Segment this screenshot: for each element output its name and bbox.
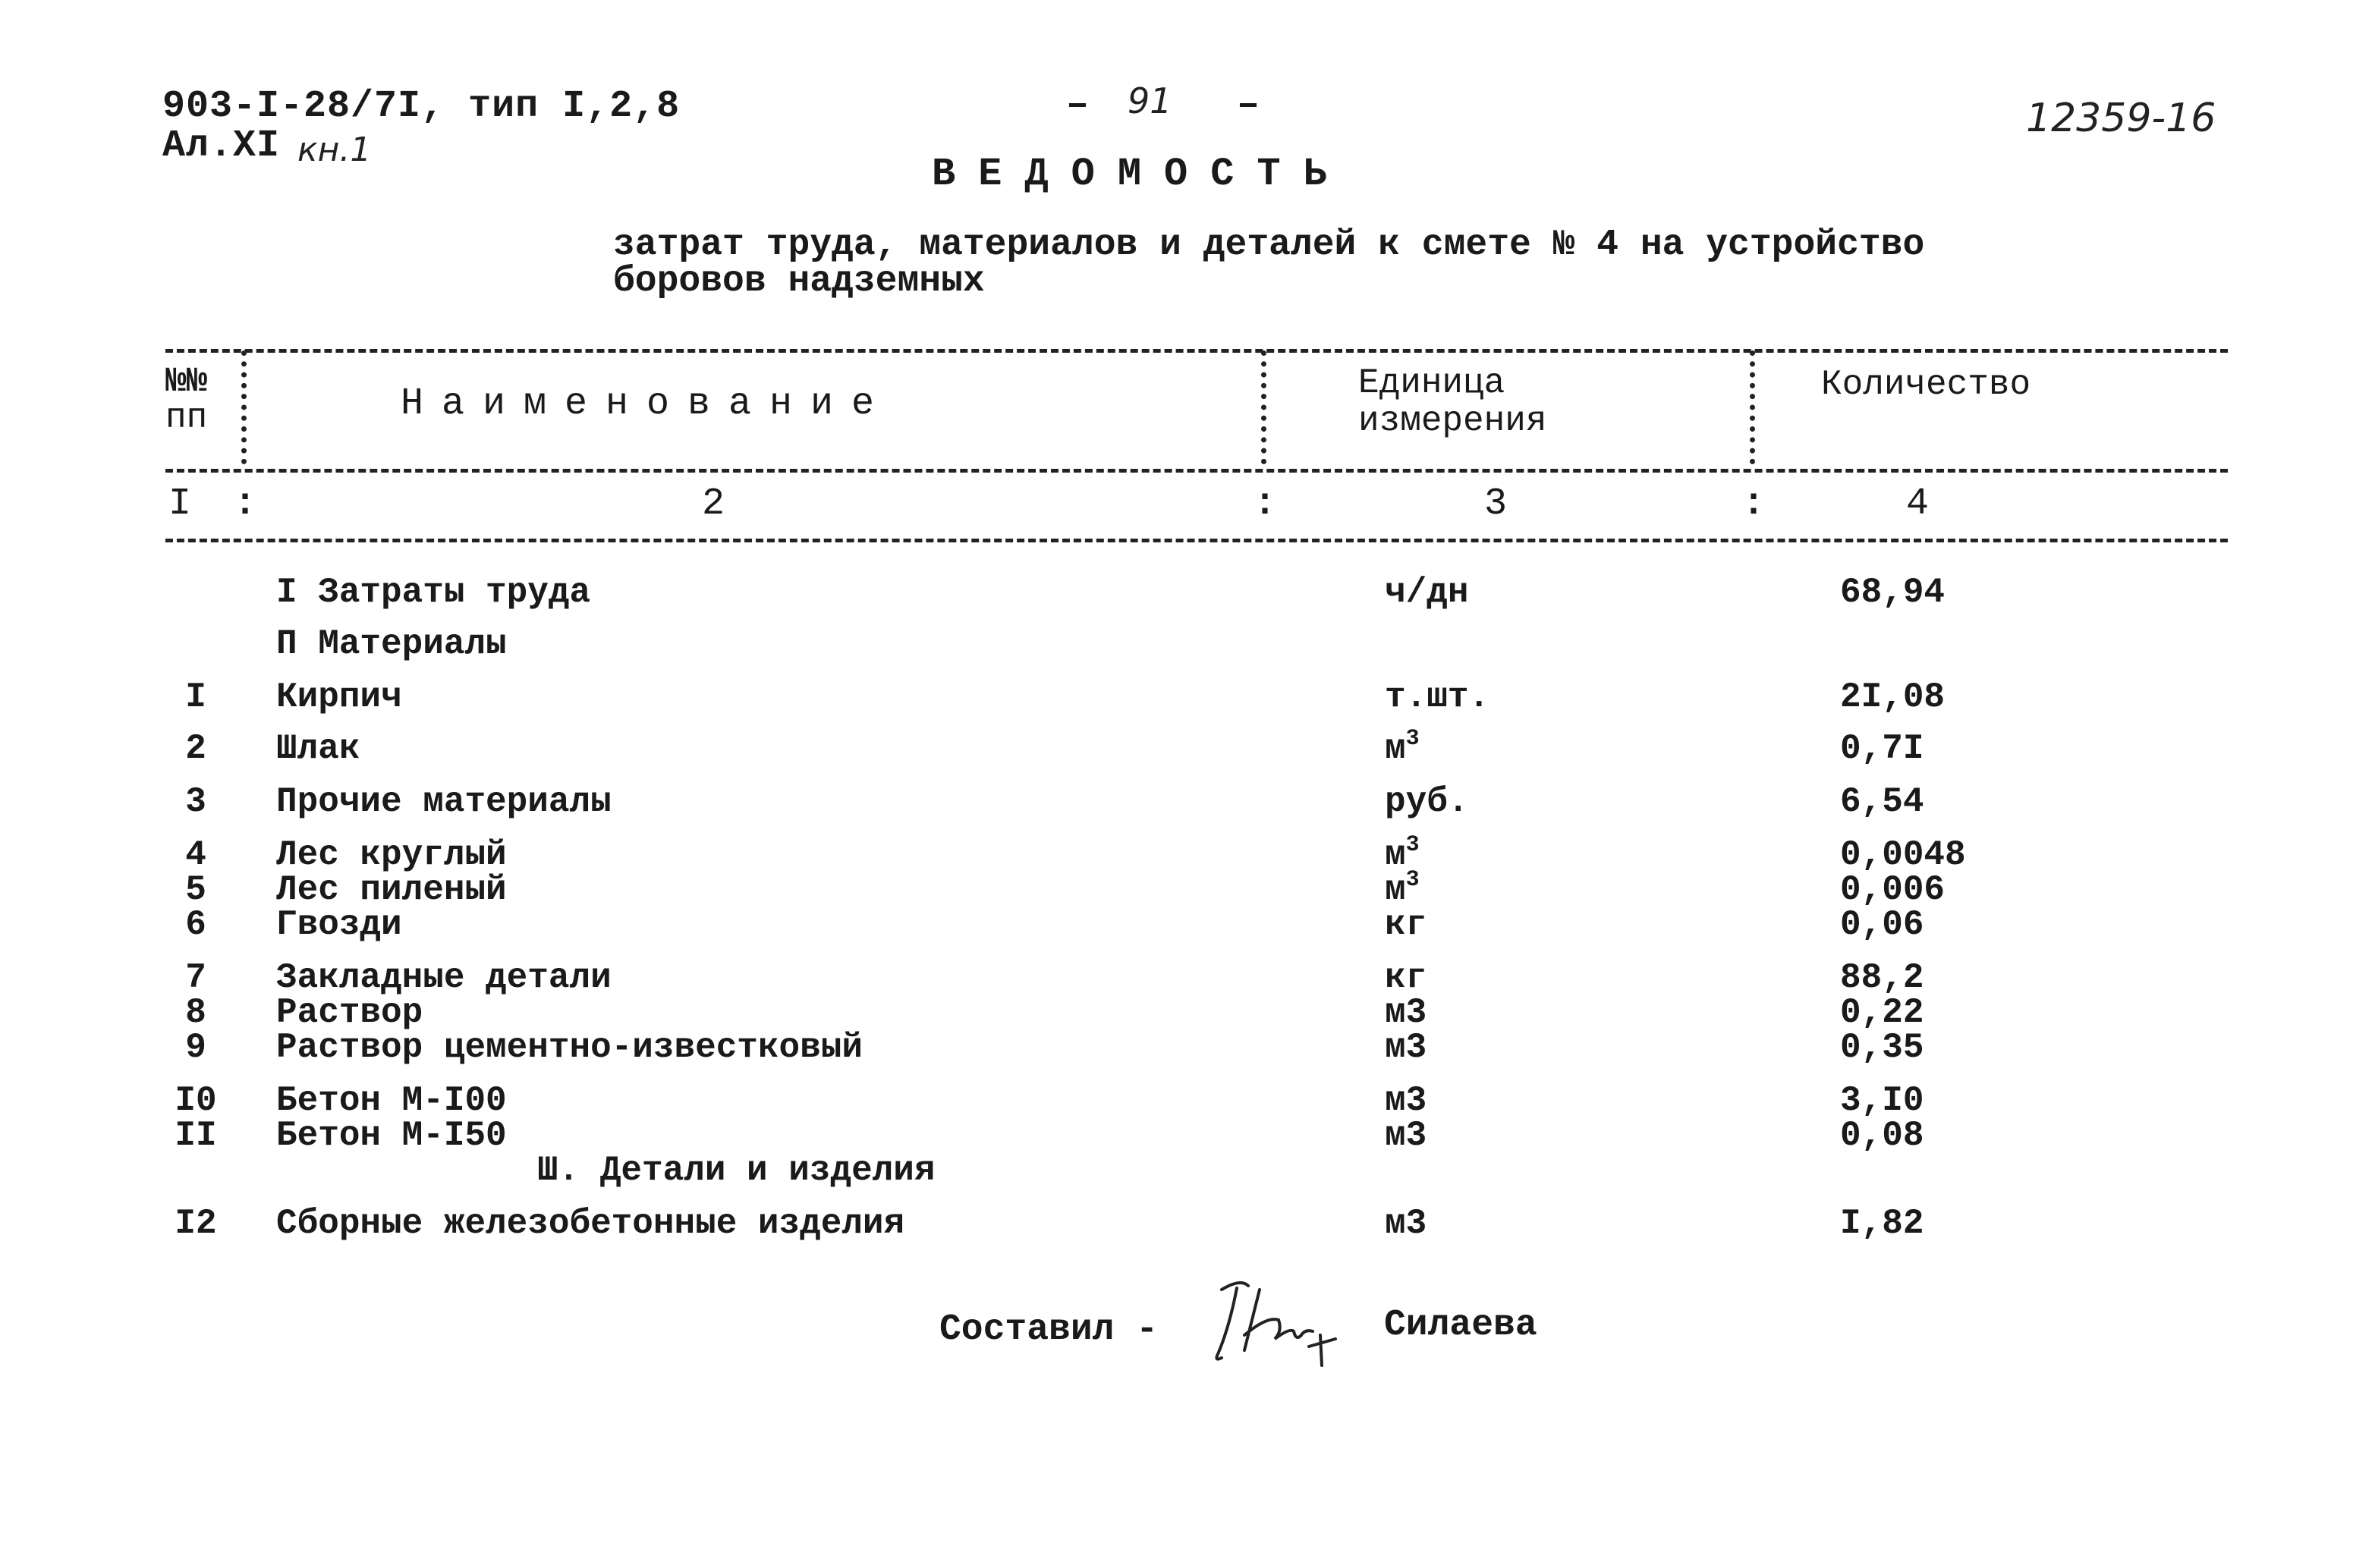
materials-section-heading: П Материалы (276, 624, 507, 664)
row-number: I (185, 677, 206, 717)
row-unit: м3 (1385, 993, 1427, 1032)
row-qty: I,82 (1840, 1204, 1924, 1243)
column-separator (1750, 350, 1755, 464)
row-qty: 3,I0 (1840, 1081, 1924, 1120)
row-unit: м3 (1385, 1028, 1427, 1067)
table-top-rule (165, 349, 2228, 353)
row-number: I0 (175, 1081, 217, 1120)
row-unit: м3 (1385, 1116, 1427, 1155)
compiler-surname: Силаева (1384, 1305, 1537, 1346)
row-qty: 0,35 (1840, 1028, 1924, 1067)
row-name: Лес круглый (276, 835, 507, 875)
index-separator: : (1254, 482, 1277, 526)
row-qty: 0,006 (1840, 870, 1946, 910)
row-number: 6 (185, 905, 206, 944)
document-code: 903-I-28/7I, тип I,2,8 (162, 85, 681, 128)
row-number: 3 (185, 782, 206, 822)
row-unit: $м^3$ (1385, 867, 1420, 910)
col-num-header-line1: №№ (165, 362, 208, 401)
labor-row-name: I Затраты труда (276, 573, 591, 612)
row-qty: 0,0048 (1840, 835, 1966, 875)
row-unit: $м^3$ (1385, 832, 1420, 875)
row-unit: м3 (1385, 1204, 1427, 1243)
row-qty: 0,7I (1840, 729, 1924, 768)
index-separator: : (234, 482, 257, 526)
row-unit: кг (1385, 905, 1427, 944)
row-name: Шлак (276, 729, 360, 768)
subtitle-line1: затрат труда, материалов и деталей к смете № 4 на устройство (613, 225, 1925, 266)
row-qty: 0,22 (1840, 993, 1924, 1032)
col-index-1: I (168, 482, 192, 526)
col-index-2: 2 (702, 482, 725, 526)
column-separator (1261, 350, 1266, 464)
row-name: Раствор (276, 993, 423, 1032)
col-unit-header-line1: Единица (1358, 363, 1505, 403)
row-name: Бетон М-I50 (276, 1116, 507, 1155)
details-section-heading: Ш. Детали и изделия (537, 1151, 936, 1190)
row-number: II (175, 1116, 217, 1155)
unit-superscript: 3 (1405, 726, 1420, 752)
table-header-rule (165, 469, 2228, 473)
row-name: Прочие материалы (276, 782, 612, 822)
row-unit: $м^3$ (1385, 726, 1420, 768)
page-dash-left: – (1066, 83, 1090, 127)
row-number: 5 (185, 870, 206, 910)
labor-row-qty: 68,94 (1840, 573, 1946, 612)
row-name: Гвозди (276, 905, 402, 944)
row-qty: 0,06 (1840, 905, 1924, 944)
row-number: 2 (185, 729, 206, 768)
row-qty: 88,2 (1840, 958, 1924, 998)
labor-row-unit: ч/дн (1385, 573, 1469, 612)
page-dash-right: – (1237, 83, 1260, 127)
page-title: ВЕДОМОСТЬ (932, 152, 1350, 196)
column-separator (241, 350, 247, 464)
row-number: 7 (185, 958, 206, 998)
col-index-4: 4 (1906, 482, 1930, 526)
page-number: 91 (1128, 80, 1172, 121)
row-name: Раствор цементно-известковый (276, 1028, 863, 1067)
row-qty: 6,54 (1840, 782, 1924, 822)
row-number: 4 (185, 835, 206, 875)
row-number: 9 (185, 1028, 206, 1067)
album-label: Ал.XI (162, 124, 281, 168)
row-name: Кирпич (276, 677, 402, 717)
archive-number: 12359-16 (2026, 96, 2216, 141)
row-qty: 0,08 (1840, 1116, 1924, 1155)
row-name: Лес пиленый (276, 870, 507, 910)
index-separator: : (1742, 482, 1766, 526)
row-name: Закладные детали (276, 958, 612, 998)
row-number: 8 (185, 993, 206, 1032)
signature-image (1206, 1274, 1351, 1373)
subtitle-line2: боровов надземных (613, 261, 985, 302)
col-num-header-line2: пп (165, 398, 208, 438)
row-unit: кг (1385, 958, 1427, 998)
table-index-rule (165, 539, 2228, 542)
col-name-header: Наименование (401, 382, 893, 426)
row-name: Бетон М-I00 (276, 1081, 507, 1120)
col-unit-header-line2: измерения (1358, 401, 1547, 441)
row-number: I2 (175, 1204, 217, 1243)
row-unit: м3 (1385, 1081, 1427, 1120)
unit-superscript: 3 (1405, 867, 1420, 893)
unit-superscript: 3 (1405, 832, 1420, 858)
col-qty-header: Количество (1821, 365, 2031, 404)
album-note: кн.1 (297, 130, 372, 169)
row-qty: 2I,08 (1840, 677, 1946, 717)
compiled-by-label: Составил - (939, 1309, 1159, 1350)
row-unit: руб. (1385, 782, 1469, 822)
row-unit: т.шт. (1385, 677, 1490, 717)
col-index-3: 3 (1484, 482, 1508, 526)
row-name: Сборные железобетонные изделия (276, 1204, 905, 1243)
